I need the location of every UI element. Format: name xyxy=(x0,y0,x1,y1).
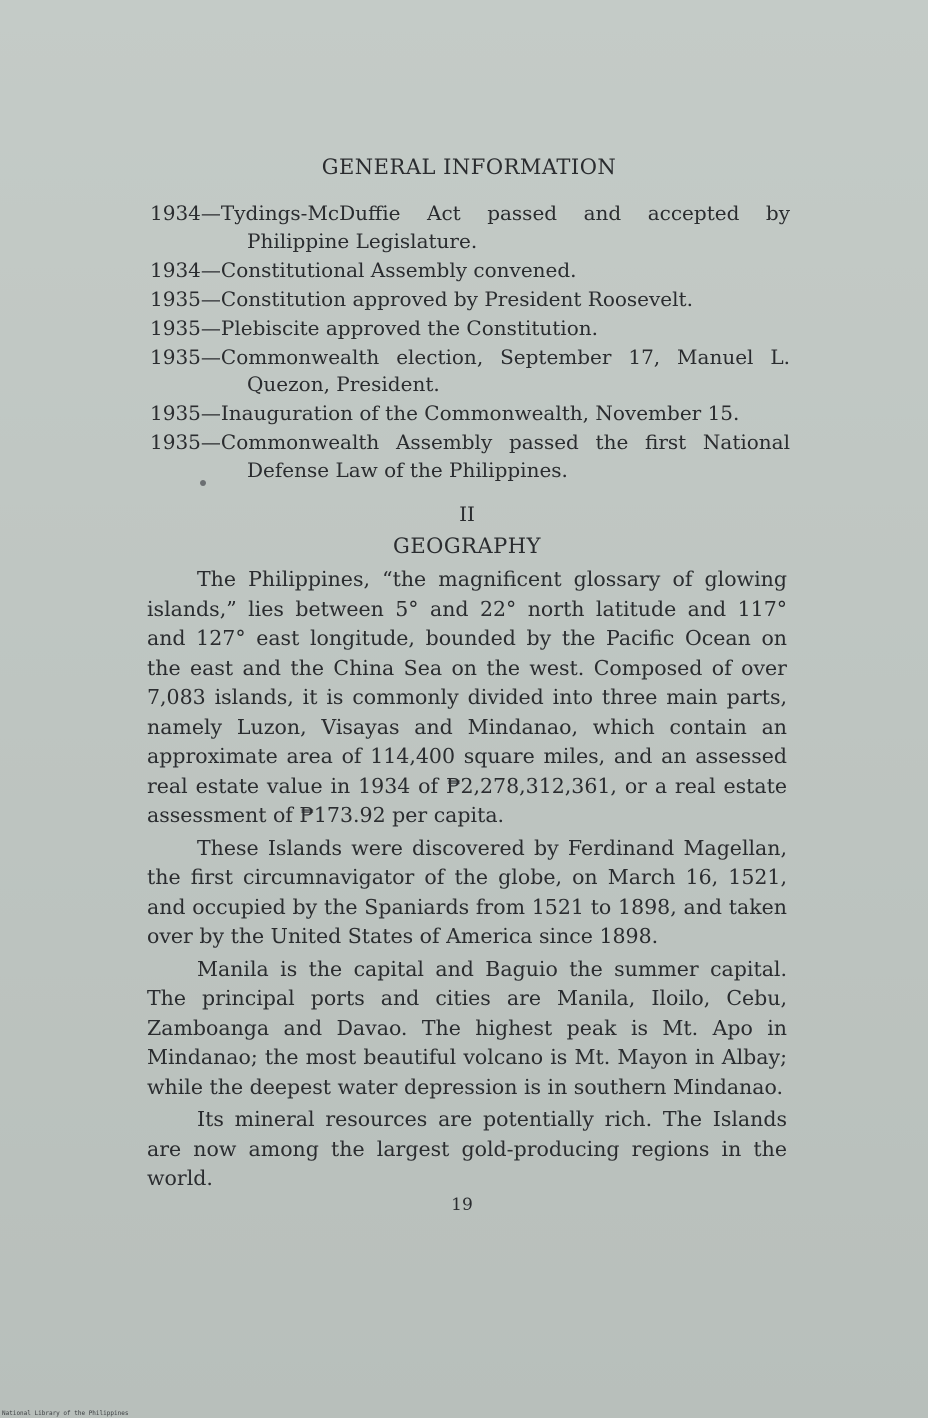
timeline-list xyxy=(150,200,790,486)
body-text xyxy=(147,565,787,1197)
timeline-entry: 1935—Inauguration of the Commonwealth, November 15. xyxy=(150,401,740,425)
timeline-entry: 1934—Tydings-McDuffie Act passed and accepted by Philippine Legislature. xyxy=(150,201,790,253)
paragraph: Its mineral resources are potentially rich. The Islands are now among the largest gold-producing regions in the world. xyxy=(147,1107,787,1190)
timeline-entry: 1935—Commonwealth Assembly passed the first National Defense Law of the Philippines. xyxy=(150,430,790,482)
paragraph: Manila is the capital and Baguio the summer capital. The principal ports and cities are Manila, Iloilo, Cebu, Zamboanga and Davao. The highest peak is Mt. Apo in Mindanao; the most beautiful volcano is Mt. Mayon in Albay; while the deepest water depression is in southern Mindanao. xyxy=(147,956,787,1099)
timeline-entry: 1935—Constitution approved by President Roosevelt. xyxy=(150,286,693,311)
timeline-entry: 1935—Plebiscite approved the Constitution. xyxy=(150,315,598,340)
section-number: II xyxy=(459,502,475,526)
paper-speck xyxy=(200,480,206,486)
section-title: GEOGRAPHY xyxy=(393,534,541,558)
timeline-entry: 1935—Commonwealth election, September 17, Manuel L. Quezon, President. xyxy=(150,344,790,396)
running-head: GENERAL INFORMATION xyxy=(321,155,617,179)
footer-credit: National Library of the Philippines xyxy=(2,1410,129,1417)
paragraph: These Islands were discovered by Ferdinand Magellan, the first circumnavigator of the globe, on March 16, 1521, and occupied by the Spaniards from 1521 to 1898, and taken over by the United States of America since 1898. xyxy=(147,835,787,948)
timeline-entry: 1934—Constitutional Assembly convened. xyxy=(150,257,577,282)
page-number: 19 xyxy=(451,1195,473,1215)
paragraph: The Philippines, “the magnificent glossary of glowing islands,” lies between 5° and 22° north latitude and 117° and 127° east longitude, bounded by the Pacific Ocean on the east and the China Sea on the west. Composed of over 7,083 islands, it is commonly divided into three main parts, namely Luzon, Visayas and Mindanao, which contain an approximate area of 114,400 square miles, and an assessed real estate value in 1934 of ₱2,278,312,361, or a real estate assessment of ₱173.92 per capita. xyxy=(147,567,787,827)
